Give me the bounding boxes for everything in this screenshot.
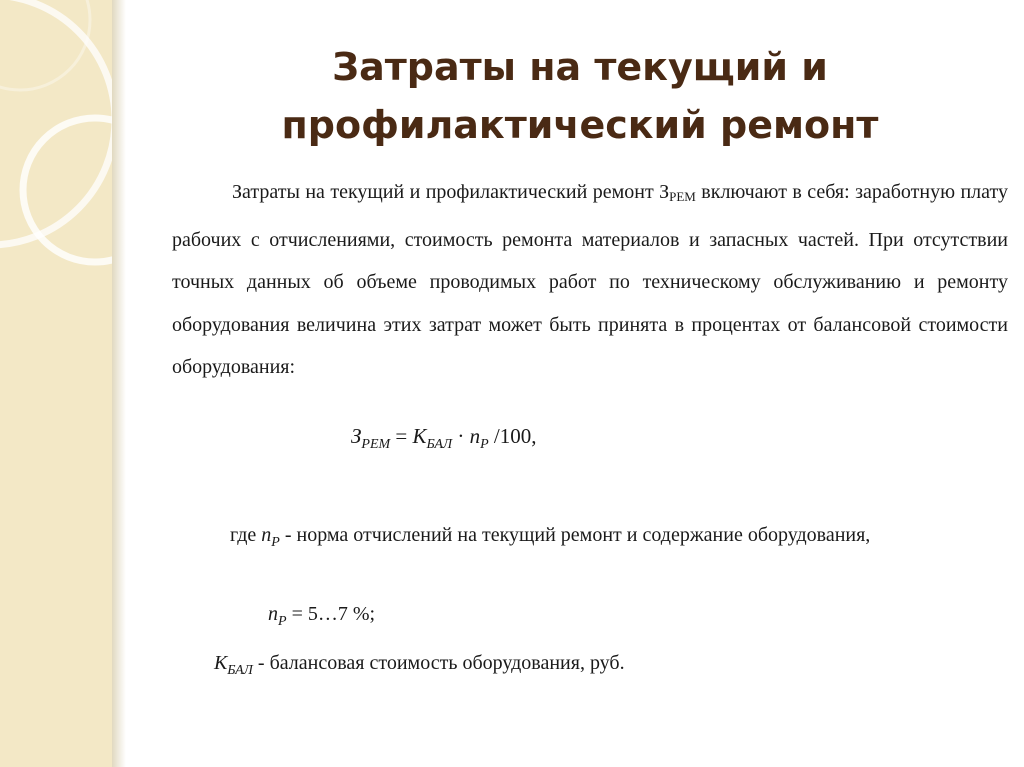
where-text: - норма отчислений на текущий ремонт и содержание оборудования, xyxy=(279,524,871,546)
kbal-text: - балансовая стоимость оборудования, руб. xyxy=(252,652,625,674)
slide-title: Затраты на текущий и профилактический ремонт xyxy=(281,45,879,147)
body-paragraph xyxy=(172,171,1008,389)
cost-formula xyxy=(351,424,537,453)
where-n-subscript: Р xyxy=(271,535,280,550)
para-lead: Затраты на текущий и профилактический ремонт З xyxy=(232,181,670,203)
kbal-k-subscript: БАЛ xyxy=(227,663,253,678)
where-prefix: где xyxy=(230,524,262,546)
formula-z-subscript: РЕМ xyxy=(361,437,391,452)
kbal-k: К xyxy=(214,652,228,674)
np-n: n xyxy=(268,603,278,625)
kbal-definition-line xyxy=(214,652,625,679)
where-definition xyxy=(172,512,1008,566)
formula-dot: · xyxy=(452,424,470,448)
np-value: = 5…7 %; xyxy=(286,603,376,625)
formula-k: К xyxy=(412,424,427,448)
formula-n-subscript: Р xyxy=(480,437,489,452)
formula-z: З xyxy=(351,424,362,448)
decorative-circles-graphic xyxy=(0,0,112,767)
np-value-line xyxy=(268,603,375,630)
formula-tail: /100, xyxy=(488,424,537,448)
para-rest: включают в себя: заработную плату рабочих с отчислениями, стоимость ремонта материалов и запасных частей. При отсутствии точных данных об объеме проводимых работ по техническому обслуживанию и ремонту оборудования величина этих затрат может быть принята в процентах от балансовой стоимости оборудования: xyxy=(172,181,1008,378)
sidebar-shadow xyxy=(112,0,126,767)
formula-equals: = xyxy=(390,424,413,448)
formula-n: n xyxy=(469,424,481,448)
para-lead-subscript: РЕМ xyxy=(669,189,696,204)
decorative-sidebar xyxy=(0,0,112,767)
np-n-subscript: Р xyxy=(278,614,287,629)
formula-k-subscript: БАЛ xyxy=(426,437,453,452)
where-n: n xyxy=(261,524,272,546)
